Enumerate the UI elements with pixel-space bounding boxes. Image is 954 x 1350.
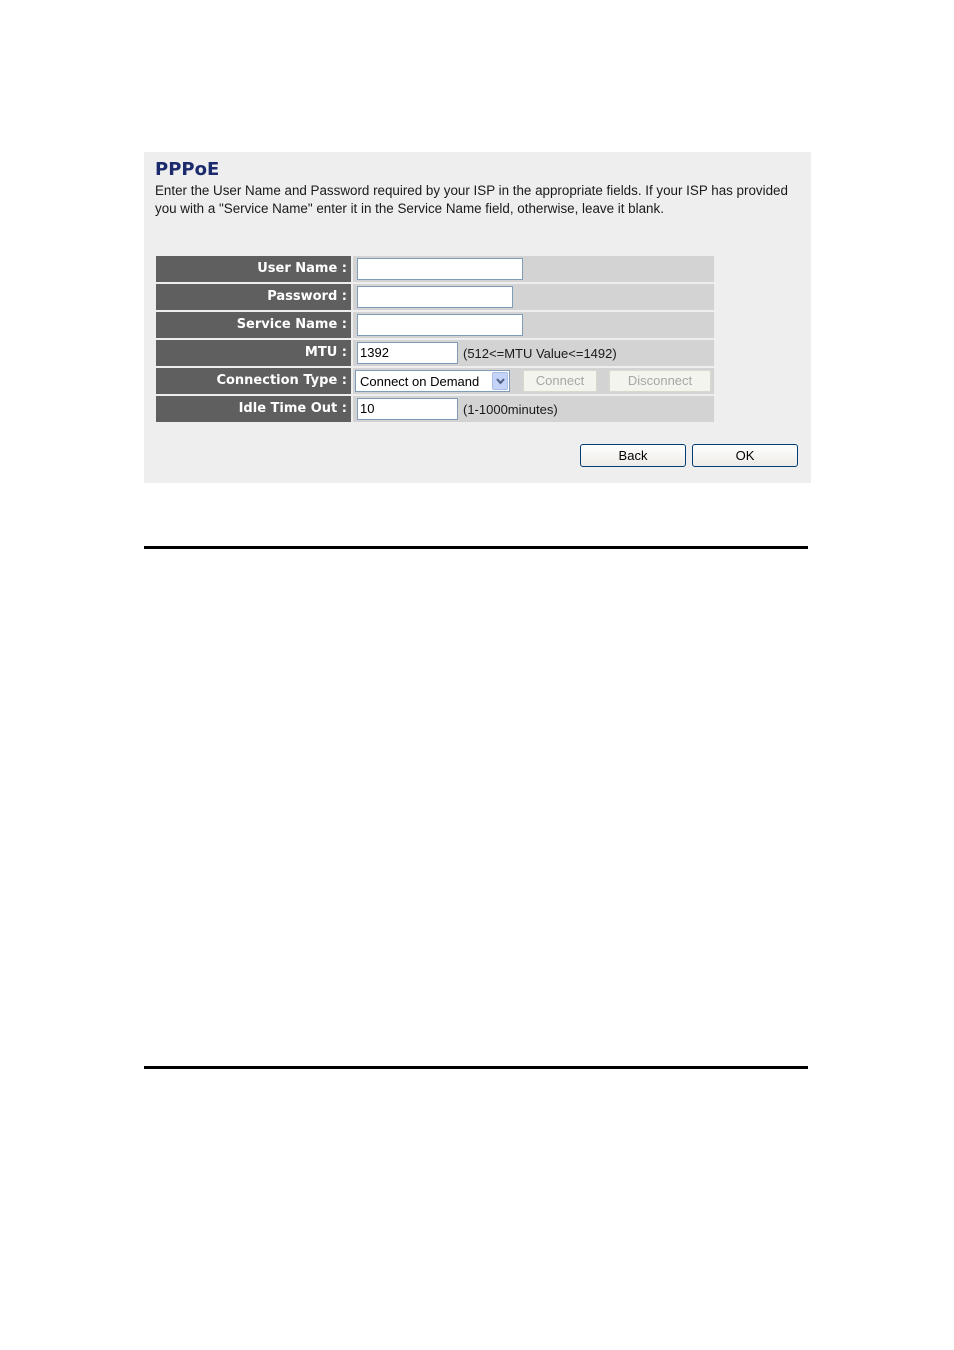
- disconnect-button[interactable]: Disconnect: [609, 370, 711, 392]
- user-name-row: [156, 256, 714, 282]
- password-row: [156, 284, 714, 310]
- service-name-row: [156, 312, 714, 338]
- connection-type-select[interactable]: [355, 370, 510, 392]
- idle-time-out-cell: [353, 396, 714, 422]
- connect-button[interactable]: Connect: [523, 370, 597, 392]
- user-name-cell: [353, 256, 714, 282]
- connection-type-value: Connect on Demand: [360, 374, 480, 389]
- idle-time-out-input[interactable]: 10: [357, 398, 458, 420]
- mtu-row: [156, 340, 714, 366]
- pppoe-panel: [144, 152, 811, 483]
- divider-bottom: [144, 1066, 808, 1069]
- connection-type-row: [156, 368, 714, 394]
- service-name-input[interactable]: [357, 314, 523, 336]
- connection-type-cell: [353, 368, 714, 394]
- user-name-input[interactable]: [357, 258, 523, 280]
- page-title: PPPoE: [155, 159, 220, 180]
- mtu-cell: [353, 340, 714, 366]
- divider-top: [144, 546, 808, 549]
- mtu-hint: (512<=MTU Value<=1492): [463, 346, 617, 361]
- service-name-label: Service Name :: [156, 312, 351, 338]
- idle-time-out-label: Idle Time Out :: [156, 396, 351, 422]
- idle-time-out-row: [156, 396, 714, 422]
- back-button[interactable]: Back: [580, 444, 686, 467]
- password-cell: [353, 284, 714, 310]
- mtu-input[interactable]: 1392: [357, 342, 458, 364]
- idle-time-out-hint: (1-1000minutes): [463, 402, 558, 417]
- page-description: Enter the User Name and Password required by your ISP in the appropriate fields. If your ISP has provided you with a "Service Name" enter it in the Service Name field, otherwise, leave it blank.: [155, 183, 788, 216]
- password-label: Password :: [156, 284, 351, 310]
- connection-type-label: Connection Type :: [156, 368, 351, 394]
- user-name-label: User Name :: [156, 256, 351, 282]
- service-name-cell: [353, 312, 714, 338]
- mtu-label: MTU :: [156, 340, 351, 366]
- password-input[interactable]: [357, 286, 513, 308]
- chevron-down-icon[interactable]: [492, 372, 508, 390]
- ok-button[interactable]: OK: [692, 444, 798, 467]
